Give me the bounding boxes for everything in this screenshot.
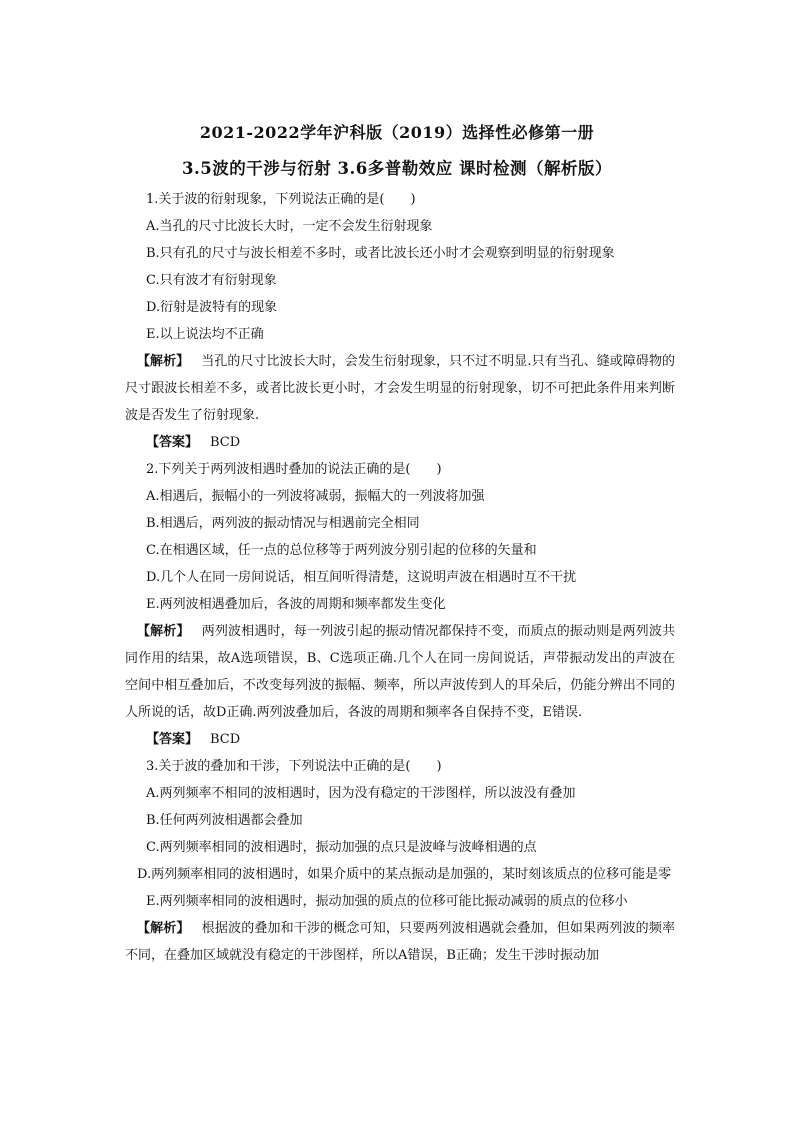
answer-text: BCD: [210, 435, 241, 450]
answer-tag: 【答案】: [146, 732, 199, 747]
question-3-option-e: E.两列频率相同的波相遇时，振动加强的质点的位移可能比振动减弱的质点的位移小: [146, 894, 628, 909]
question-2-option-e: E.两列波相遇叠加后，各波的周期和频率都发生变化: [146, 597, 446, 612]
document-title-line1: 2021-2022学年沪科版（2019）选择性必修第一册: [199, 123, 595, 142]
question-1-analysis: [125, 348, 675, 429]
question-2-answer: [125, 726, 675, 753]
question-1-option-b: B.只有孔的尺寸与波长相差不多时，或者比波长还小时才会观察到明显的衍射现象: [146, 246, 615, 261]
answer-tag: 【答案】: [146, 435, 199, 450]
question-1-answer: [125, 429, 675, 456]
analysis-tag: 【解析】: [137, 921, 190, 936]
analysis-tag: 【解析】: [137, 354, 190, 369]
analysis-text: 两列波相遇时，每一列波引起的振动情况都保持不变，而质点的振动则是两列波共同作用的结果，故A选项错误，B、C选项正确.几个人在同一房间说话，声带振动发出的声波在空间中相互叠加后，不改变每列波的振幅、频率，所以声波传到人的耳朵后，仍能分辨出不同的人所说的话，故D正确.两列波叠加后，各波的周期和频率各自保持不变，E错误.: [125, 624, 675, 720]
question-3-stem: 3.关于波的叠加和干涉，下列说法中正确的是( ): [146, 759, 442, 774]
question-2-option-c: C.在相遇区域，任一点的总位移等于两列波分别引起的位移的矢量和: [146, 543, 537, 558]
question-3-option-d: D.两列频率相同的波相遇时，如果介质中的某点振动是加强的，某时刻该质点的位移可能是零: [137, 867, 672, 882]
document-body: [125, 186, 675, 969]
question-1-option-d: D.衍射是波特有的现象: [146, 300, 278, 315]
answer-text: BCD: [210, 732, 241, 747]
question-3-analysis: [125, 915, 675, 969]
question-1-option-a: A.当孔的尺寸比波长大时，一定不会发生衍射现象: [146, 219, 433, 234]
question-2-option-b: B.相遇后，两列波的振动情况与相遇前完全相同: [146, 516, 420, 531]
document-title-line2: 3.5波的干涉与衍射 3.6多普勒效应 课时检测（解析版）: [182, 159, 612, 178]
question-1-stem: 1.关于波的衍射现象，下列说法正确的是( ): [146, 192, 416, 207]
analysis-tag: 【解析】: [137, 624, 190, 639]
analysis-text: 根据波的叠加和干涉的概念可知，只要两列波相遇就会叠加，但如果两列波的频率不同，在叠加区域就没有稳定的干涉图样，所以A错误，B正确；发生干涉时振动加: [125, 921, 675, 963]
question-2-option-a: A.相遇后，振幅小的一列波将减弱，振幅大的一列波将加强: [146, 489, 485, 504]
question-2-stem: 2.下列关于两列波相遇时叠加的说法正确的是( ): [146, 462, 442, 477]
question-1-option-e: E.以上说法均不正确: [146, 327, 264, 342]
question-1-option-c: C.只有波才有衍射现象: [146, 273, 277, 288]
question-2-option-d: D.几个人在同一房间说话，相互间听得清楚，这说明声波在相遇时互不干扰: [146, 570, 577, 585]
question-3-option-c: C.两列频率相同的波相遇时，振动加强的点只是波峰与波峰相遇的点: [146, 840, 537, 855]
question-3-option-b: B.任何两列波相遇都会叠加: [146, 813, 303, 828]
analysis-text: 当孔的尺寸比波长大时，会发生衍射现象，只不过不明显.只有当孔、缝或障碍物的尺寸跟波长相差不多，或者比波长更小时，才会发生明显的衍射现象，切不可把此条件用来判断波是否发生了衍射现象.: [125, 354, 675, 423]
question-2-analysis: [125, 618, 675, 726]
question-3-option-a: A.两列频率不相同的波相遇时，因为没有稳定的干涉图样，所以波没有叠加: [146, 786, 576, 801]
